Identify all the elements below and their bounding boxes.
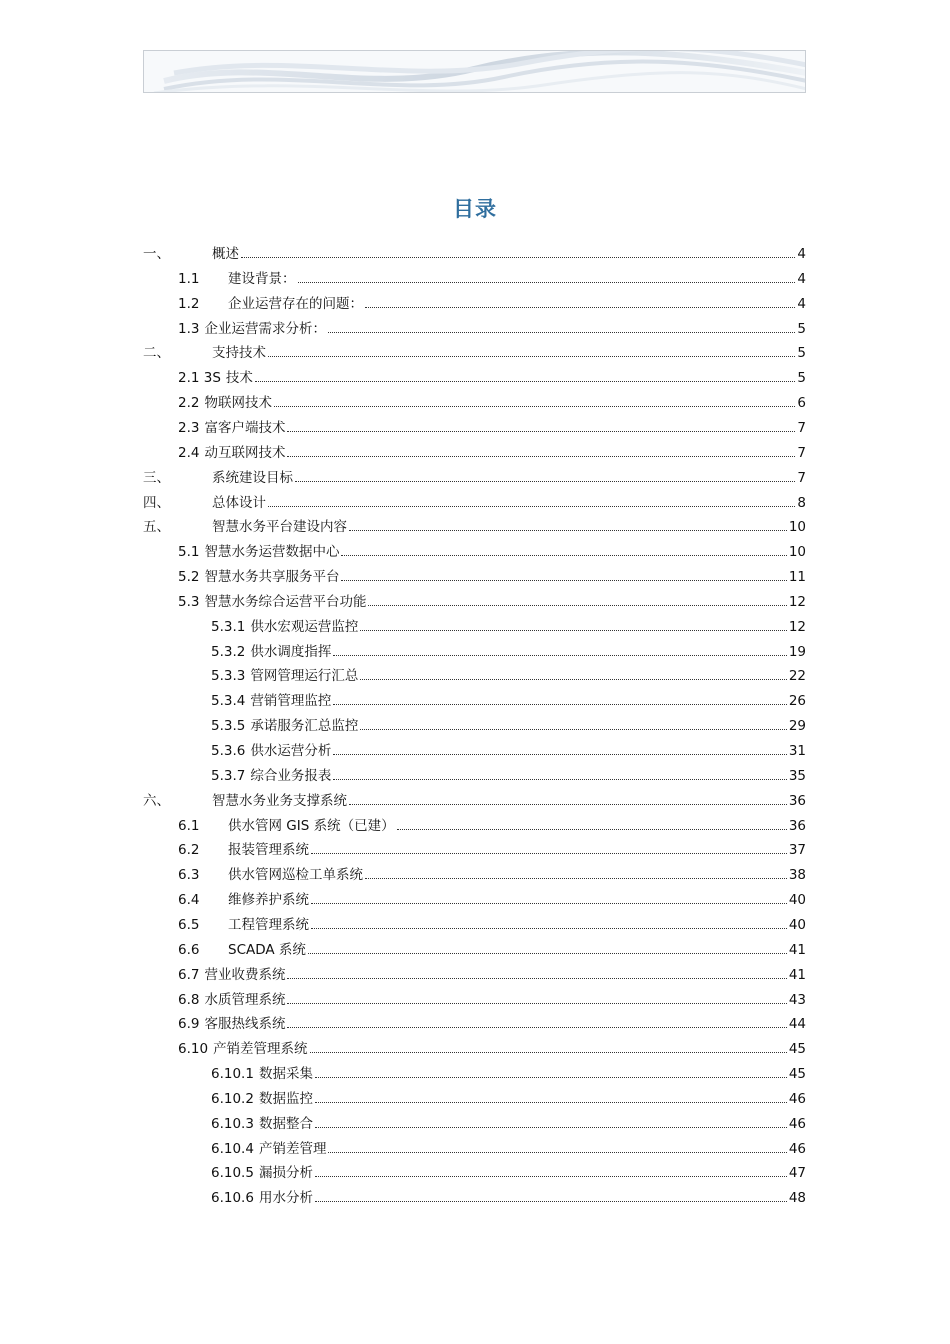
toc-entry-label: 产销差管理: [258, 1141, 327, 1157]
toc-entry-page: 29: [788, 718, 806, 734]
toc-entry-number: 6.10.4: [211, 1141, 254, 1157]
toc-entry-page: 5: [797, 370, 806, 386]
toc-leader-dots: [349, 804, 787, 805]
header-banner: [143, 50, 806, 93]
toc-entry-page: 8: [797, 495, 806, 511]
toc-entry-label: 营销管理监控: [250, 693, 332, 709]
toc-leader-dots: [268, 506, 795, 507]
toc-entry-label: 数据整合: [258, 1116, 313, 1132]
toc-entry-page: 46: [788, 1116, 806, 1132]
toc-entry-page: 31: [788, 743, 806, 759]
toc-entry-page: 10: [788, 544, 806, 560]
toc-leader-dots: [287, 1027, 786, 1028]
toc-entry-label: 综合业务报表: [250, 768, 332, 784]
toc-entry-page: 46: [788, 1091, 806, 1107]
toc-entry-page: 45: [788, 1066, 806, 1082]
toc-entry-page: 35: [788, 768, 806, 784]
toc-entry-number: 6.10.6: [211, 1190, 254, 1206]
toc-entry-label: 富客户端技术: [204, 420, 286, 436]
toc-entry[interactable]: [178, 859, 806, 883]
toc-leader-dots: [333, 704, 786, 705]
toc-entry[interactable]: [143, 511, 806, 535]
toc-entry-label: 数据采集: [258, 1066, 313, 1082]
toc-entry-label: 智慧水务平台建设内容: [212, 519, 347, 535]
toc-entry[interactable]: [211, 636, 806, 660]
toc-entry-label: 智慧水务综合运营平台功能: [204, 594, 367, 610]
toc-entry[interactable]: [178, 412, 806, 436]
toc-entry-number: 1.2: [178, 296, 200, 312]
toc-entry-page: 36: [788, 793, 806, 809]
toc-entry-number: 6.5: [178, 917, 200, 933]
toc-entry[interactable]: [211, 611, 806, 635]
toc-leader-dots: [315, 1102, 787, 1103]
toc-leader-dots: [349, 530, 787, 531]
toc-entry-page: 6: [797, 395, 806, 411]
toc-entry[interactable]: [178, 561, 806, 585]
toc-entry-number: 六、: [143, 793, 170, 809]
toc-entry-number: 1.1: [178, 271, 200, 287]
toc-entry-label: 企业运营需求分析：: [204, 321, 326, 337]
toc-entry-page: 47: [788, 1165, 806, 1181]
toc-entry[interactable]: [178, 263, 806, 287]
toc-leader-dots: [341, 555, 786, 556]
toc-entry-number: 5.3.1: [211, 619, 246, 635]
toc-entry-label: 供水管网 GIS 系统（已建）: [228, 818, 395, 834]
toc-entry-page: 40: [788, 892, 806, 908]
toc-entry-number: 6.9: [178, 1016, 200, 1032]
toc-entry-label: 供水运营分析: [250, 743, 332, 759]
toc-entry-page: 7: [797, 420, 806, 436]
toc-entry-label: 企业运营存在的问题：: [228, 296, 363, 312]
toc-entry-label: 系统建设目标: [212, 470, 293, 486]
toc-entry-number: 5.3.7: [211, 768, 246, 784]
toc-entry-label: 概述: [212, 246, 239, 262]
toc-leader-dots: [315, 1201, 787, 1202]
toc-entry-number: 6.4: [178, 892, 200, 908]
toc-leader-dots: [311, 853, 787, 854]
toc-entry[interactable]: [143, 238, 806, 262]
toc-entry-number: 6.10.5: [211, 1165, 254, 1181]
toc-entry-number: 5.1: [178, 544, 200, 560]
toc-entry[interactable]: [211, 1133, 806, 1157]
toc-leader-dots: [287, 978, 786, 979]
toc-entry-number: 5.3.2: [211, 644, 246, 660]
toc-leader-dots: [274, 406, 795, 407]
toc-entry[interactable]: [211, 1182, 806, 1206]
toc-entry-page: 36: [788, 818, 806, 834]
toc-entry[interactable]: [178, 313, 806, 337]
toc-entry-page: 41: [788, 942, 806, 958]
toc-entry[interactable]: [143, 785, 806, 809]
toc-entry-number: 2.2: [178, 395, 200, 411]
toc-leader-dots: [397, 829, 787, 830]
toc-entry-label: 建设背景：: [228, 271, 296, 287]
toc-entry-label: 总体设计: [212, 495, 266, 511]
toc-entry-label: 智慧水务共享服务平台: [204, 569, 340, 585]
toc-leader-dots: [360, 679, 786, 680]
toc-leader-dots: [368, 605, 786, 606]
toc-entry[interactable]: [178, 984, 806, 1008]
toc-entry-number: 二、: [143, 345, 170, 361]
toc-entry-label: 供水调度指挥: [250, 644, 332, 660]
toc-leader-dots: [311, 903, 787, 904]
toc-entry-number: 5.3: [178, 594, 200, 610]
toc-leader-dots: [315, 1077, 787, 1078]
toc-entry[interactable]: [178, 1033, 806, 1057]
toc-entry-page: 45: [788, 1041, 806, 1057]
toc-entry-page: 48: [788, 1190, 806, 1206]
toc-leader-dots: [328, 1152, 786, 1153]
toc-entry-page: 22: [788, 668, 806, 684]
wave-decoration-icon: [144, 51, 806, 93]
toc-entry-number: 6.10.1: [211, 1066, 254, 1082]
toc-leader-dots: [255, 381, 795, 382]
toc-entry[interactable]: [211, 1108, 806, 1132]
toc-leader-dots: [287, 456, 795, 457]
toc-entry-number: 6.10.3: [211, 1116, 254, 1132]
toc-entry[interactable]: [178, 909, 806, 933]
toc-entry[interactable]: [178, 884, 806, 908]
toc-entry-label: 报装管理系统: [228, 842, 309, 858]
toc-leader-dots: [287, 1003, 786, 1004]
toc-entry-label: 维修养护系统: [228, 892, 309, 908]
toc-entry-label: 数据监控: [258, 1091, 313, 1107]
toc-leader-dots: [328, 332, 795, 333]
toc-entry-number: 6.8: [178, 992, 200, 1008]
toc-entry[interactable]: [178, 288, 806, 312]
toc-entry[interactable]: [178, 536, 806, 560]
toc-entry-number: 2.1 3S: [178, 370, 221, 386]
toc-entry-label: 承诺服务汇总监控: [250, 718, 359, 734]
toc-entry-page: 44: [788, 1016, 806, 1032]
toc-entry-number: 6.10: [178, 1041, 209, 1057]
toc-entry-page: 41: [788, 967, 806, 983]
toc-entry-label: 管网管理运行汇总: [250, 668, 359, 684]
toc-entry[interactable]: [178, 1008, 806, 1032]
toc-entry-number: 三、: [143, 470, 170, 486]
toc-entry-page: 37: [788, 842, 806, 858]
toc-entry-number: 2.3: [178, 420, 200, 436]
toc-entry-page: 38: [788, 867, 806, 883]
toc-entry-number: 5.3.6: [211, 743, 246, 759]
toc-entry[interactable]: [178, 810, 806, 834]
toc-entry[interactable]: [178, 586, 806, 610]
toc-title: 目录: [453, 197, 497, 221]
toc-leader-dots: [365, 878, 787, 879]
toc-entry[interactable]: [211, 760, 806, 784]
toc-leader-dots: [360, 729, 786, 730]
toc-entry[interactable]: [178, 362, 806, 386]
toc-entry-label: 智慧水务业务支撑系统: [212, 793, 347, 809]
toc-entry-label: 水质管理系统: [204, 992, 286, 1008]
toc-entry-label: 产销差管理系统: [213, 1041, 308, 1057]
toc-entry-page: 5: [797, 345, 806, 361]
toc-entry-label: 营业收费系统: [204, 967, 286, 983]
toc-entry-number: 四、: [143, 495, 170, 511]
toc-entry-page: 7: [797, 470, 806, 486]
toc-entry[interactable]: [211, 1083, 806, 1107]
toc-entry-number: 2.4: [178, 445, 200, 461]
toc-entry[interactable]: [211, 710, 806, 734]
toc-entry[interactable]: [211, 1157, 806, 1181]
toc-entry-number: 5.3.5: [211, 718, 246, 734]
toc-entry[interactable]: [143, 337, 806, 361]
toc-entry-number: 6.10.2: [211, 1091, 254, 1107]
toc-leader-dots: [310, 1052, 787, 1053]
toc-entry-label: 动互联网技术: [204, 445, 286, 461]
toc-entry-label: 支持技术: [212, 345, 266, 361]
toc-entry[interactable]: [211, 660, 806, 684]
toc-entry-page: 4: [797, 271, 806, 287]
toc-entry-number: 5.3.3: [211, 668, 246, 684]
toc-leader-dots: [333, 754, 786, 755]
toc-entry[interactable]: [143, 487, 806, 511]
toc-leader-dots: [295, 481, 795, 482]
toc-entry-number: 6.3: [178, 867, 200, 883]
toc-entry-page: 12: [788, 619, 806, 635]
toc-entry-number: 6.6: [178, 942, 200, 958]
toc-entry-page: 46: [788, 1141, 806, 1157]
toc-entry-page: 5: [797, 321, 806, 337]
toc-entry-page: 12: [788, 594, 806, 610]
toc-leader-dots: [311, 928, 787, 929]
toc-entry-label: 技术: [225, 370, 253, 386]
toc-entry-number: 6.1: [178, 818, 200, 834]
toc-entry-page: 26: [788, 693, 806, 709]
toc-entry-label: 智慧水务运营数据中心: [204, 544, 340, 560]
toc-entry-page: 19: [788, 644, 806, 660]
toc-entry-page: 11: [788, 569, 806, 585]
toc-entry[interactable]: [178, 387, 806, 411]
toc-entry-page: 4: [797, 246, 806, 262]
toc-entry-number: 5.2: [178, 569, 200, 585]
toc-leader-dots: [360, 630, 786, 631]
toc-entry-number: 5.3.4: [211, 693, 246, 709]
toc-entry[interactable]: [211, 735, 806, 759]
toc-leader-dots: [315, 1127, 787, 1128]
toc-entry-label: 用水分析: [258, 1190, 313, 1206]
toc-leader-dots: [341, 580, 786, 581]
toc-leader-dots: [298, 282, 796, 283]
toc-entry-page: 10: [788, 519, 806, 535]
toc-entry-number: 6.7: [178, 967, 200, 983]
toc-entry-label: 物联网技术: [204, 395, 272, 411]
toc-entry-label: 供水宏观运营监控: [250, 619, 359, 635]
toc-entry[interactable]: [143, 462, 806, 486]
toc-entry-number: 6.2: [178, 842, 200, 858]
toc-entry[interactable]: [211, 685, 806, 709]
toc-entry-page: 43: [788, 992, 806, 1008]
toc-leader-dots: [308, 953, 787, 954]
toc-entry-label: 供水管网巡检工单系统: [228, 867, 363, 883]
toc-entry-label: SCADA 系统: [228, 942, 306, 958]
toc-leader-dots: [287, 431, 795, 432]
toc-entry-label: 客服热线系统: [204, 1016, 286, 1032]
toc-entry[interactable]: [178, 834, 806, 858]
toc-entry[interactable]: [178, 959, 806, 983]
toc-entry-page: 4: [797, 296, 806, 312]
toc-entry-label: 工程管理系统: [228, 917, 309, 933]
toc-entry-number: 五、: [143, 519, 170, 535]
toc-entry-label: 漏损分析: [258, 1165, 313, 1181]
toc-entry[interactable]: [211, 1058, 806, 1082]
toc-leader-dots: [333, 779, 786, 780]
toc-entry-number: 1.3: [178, 321, 200, 337]
toc-entry[interactable]: [178, 934, 806, 958]
toc-entry-number: 一、: [143, 246, 170, 262]
toc-entry-page: 40: [788, 917, 806, 933]
toc-leader-dots: [315, 1176, 787, 1177]
toc-leader-dots: [365, 307, 795, 308]
toc-leader-dots: [268, 356, 795, 357]
toc-leader-dots: [241, 257, 795, 258]
toc-entry-page: 7: [797, 445, 806, 461]
toc-entry[interactable]: [178, 437, 806, 461]
toc-leader-dots: [333, 655, 786, 656]
